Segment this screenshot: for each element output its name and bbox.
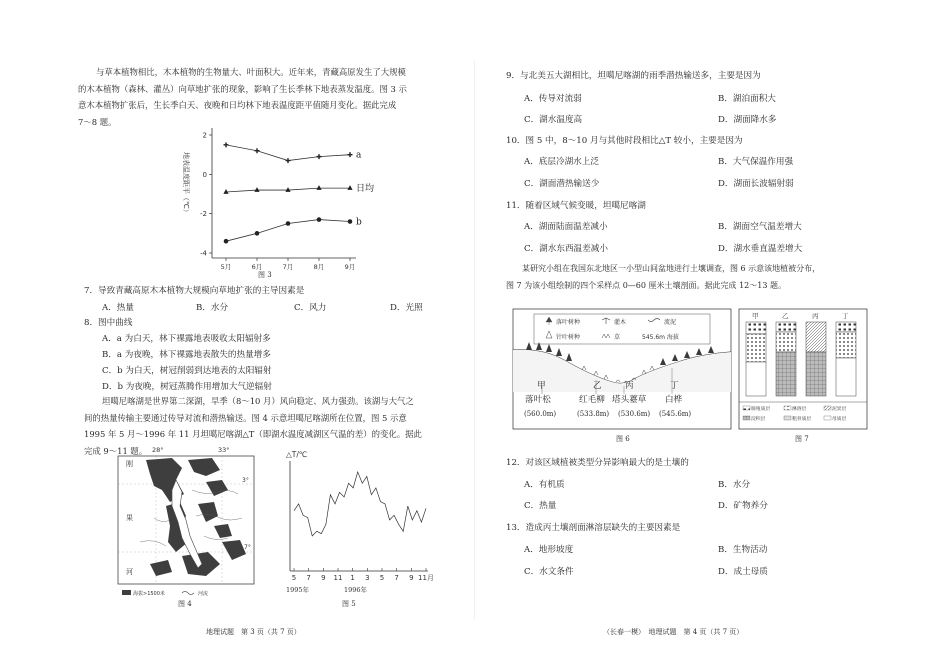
fig7-column-jia [746, 322, 766, 396]
q10-option[interactable]: A．底层冷湖水上泛 [524, 157, 599, 167]
fig7-column-label: 丙 [812, 312, 819, 320]
fig3-point [286, 221, 291, 226]
intro-passage: 与草本植物相比，木本植物的生物量大、叶面积大。近年来，青藏高原发生了大规模 的木本植物（森林、灌丛）向草地扩张的现象，影响了生长季林下地表蒸发温度。图 3 示 意木本植物扩张后，生长季白天、夜晚和日均林下地表温度距平值随月变化。据此完成 7～8 题。 [78, 67, 407, 127]
fig3-y-tick-label: -4 [200, 249, 207, 258]
fig6-point-name: 丙 [625, 381, 634, 391]
fig7-column-label: 甲 [752, 312, 759, 320]
q10-option[interactable]: B．大气保温作用强 [718, 157, 794, 167]
fig7-column-label: 丁 [842, 312, 849, 320]
q10-stem: 10．图 5 中，8～10 月与其他时段相比△T 较小，主要是因为 [506, 136, 743, 146]
fig3-x-tick-label: 8月 [313, 263, 325, 271]
fig3-line-chart [170, 118, 375, 271]
fig4-country-label: 果 [126, 514, 133, 522]
fig3-point [254, 187, 259, 192]
fig6-point-veg: 塔头薹草 [612, 395, 647, 405]
fig4-legend-highland: 海拔>1500米 [133, 591, 165, 597]
q7-option[interactable]: B．水分 [196, 303, 229, 313]
fig3-point [224, 239, 229, 244]
fig3-series-label: a [356, 150, 362, 161]
q7-option[interactable]: C．风力 [294, 303, 327, 313]
fig6-point-name: 甲 [537, 381, 546, 391]
q9-option[interactable]: A．传导对流弱 [524, 94, 582, 104]
q13-option[interactable]: C．水文条件 [524, 567, 574, 577]
q7-option[interactable]: D．光照 [390, 303, 423, 313]
q9-option[interactable]: B．湖泊面积大 [718, 94, 776, 104]
fig4-legend-river: 河流 [198, 591, 209, 597]
fig3-y-tick-label: -2 [200, 210, 207, 219]
svg-text:淋溶层: 淋溶层 [792, 407, 807, 412]
fig7-column-bing [806, 322, 826, 396]
q11-stem: 11．随着区域气候变暖，坦噶尼喀湖 [506, 201, 646, 211]
fig5-year-label: 1995年 [286, 586, 310, 594]
q7-option[interactable]: A．热量 [102, 303, 134, 313]
svg-text:落叶树种: 落叶树种 [556, 319, 581, 326]
fig6-point-elev: (560.0m) [524, 410, 557, 418]
q12-option[interactable]: A．有机质 [524, 480, 565, 490]
fig3-x-tick-label: 6月 [251, 263, 263, 271]
fig7-soil-profiles [738, 308, 868, 430]
q8-option[interactable]: C．b 为白天，树冠削弱到达地表的太阳辐射 [102, 366, 272, 376]
fig5-x-tick-label: 9 [321, 574, 326, 582]
svg-text:流泥: 流泥 [664, 319, 677, 326]
fig3-x-tick-label: 7月 [282, 263, 294, 271]
fig5-x-tick-label: 5 [379, 574, 385, 582]
q13-option[interactable]: A．地形坡度 [524, 545, 574, 555]
fig3-point [317, 217, 322, 222]
fig5-x-tick-label: 5 [291, 574, 297, 582]
q11-option[interactable]: D．湖水垂直温差增大 [718, 244, 803, 254]
svg-text:泥炭层: 泥炭层 [832, 407, 847, 412]
fig6-point-elev: (545.6m) [659, 410, 692, 418]
fig5-x-tick-label: 3 [365, 574, 370, 582]
tanganyika-passage: 坦噶尼喀湖是世界第二深湖，旱季（8～10 月）风向稳定、风力强劲。该湖与大气之 间的热量传输主要通过传导对流和潜热输送。图 4 示意坦噶尼喀湖所在位置，图 5 示意 1995 年 5 月～1996 年 11 月坦噶尼喀湖△T（即湖水温度减湖区气温的差）的变化。据此 完成 9～11 题。 [84, 396, 422, 456]
q11-option[interactable]: A．湖面陆面温差减小 [524, 222, 608, 232]
fig5-x-tick-label: 7 [306, 574, 311, 582]
fig3-point [316, 185, 321, 190]
fig4-lat-label: 3° [242, 477, 249, 484]
fig3-ylabel: 地表温度距平（℃） [182, 152, 190, 216]
fig3-series-label: 日均 [356, 184, 375, 195]
q13-stem: 13．造成丙土壤剖面淋溶层缺失的主要因素是 [506, 523, 681, 533]
right-footer: （长春一模） 地理试题 第 4 页（共 7 页） [603, 628, 744, 636]
fig6-caption: 图 6 [616, 435, 630, 443]
q9-stem: 9．与北美五大湖相比，坦噶尼喀湖的雨季潜热输送多，主要是因为 [506, 71, 761, 81]
fig4-lon-label: 33° [218, 446, 230, 454]
svg-text:针叶树种: 针叶树种 [556, 334, 581, 341]
q13-option[interactable]: D．成土母质 [718, 567, 768, 577]
fig6-point-elev: (530.6m) [618, 410, 651, 418]
fig5-x-tick-label: 11 [333, 574, 343, 582]
fig3-x-tick-label: 9月 [344, 263, 356, 271]
fig7-caption: 图 7 [795, 435, 809, 443]
fig3-point [347, 185, 352, 190]
fig4-lat-label: 7° [244, 544, 251, 551]
svg-text:淀积层: 淀积层 [751, 417, 766, 422]
page-divider [474, 60, 475, 620]
svg-text:腐殖质层: 腐殖质层 [751, 407, 771, 412]
fig3-point [317, 154, 322, 159]
fig3-point [255, 231, 260, 236]
fig3-caption: 图 3 [258, 271, 272, 279]
svg-text:草: 草 [614, 334, 621, 341]
q10-option[interactable]: D．湖面长波辐射弱 [718, 179, 794, 189]
q12-option[interactable]: D．矿物养分 [718, 501, 768, 511]
fig6-point-elev: (533.8m) [577, 410, 610, 418]
fig4-caption: 图 4 [178, 600, 192, 608]
fig6-point-veg: 白桦 [665, 395, 683, 405]
q12-stem: 12．对该区域植被类型分异影响最大的是土壤的 [506, 458, 689, 468]
q11-option[interactable]: B．湖面空气温差增大 [718, 222, 802, 232]
left-footer: 地理试题 第 3 页（共 7 页） [206, 628, 301, 636]
fig5-x-tick-label: 9 [409, 574, 414, 582]
svg-text:灌木: 灌木 [614, 319, 627, 326]
fig7-column-yi [776, 322, 796, 396]
fig5-ylabel: △T/℃ [286, 450, 308, 459]
q12-option[interactable]: B．水分 [718, 480, 751, 490]
fig5-line-chart [270, 449, 442, 599]
fig7-column-label: 乙 [782, 312, 789, 320]
q8-option[interactable]: A．a 为白天，林下裸露地表吸收太阳辐射多 [102, 334, 271, 344]
fig5-series-line [294, 472, 426, 536]
fig5-caption: 图 5 [342, 600, 356, 608]
q8-option[interactable]: B．a 为夜晚，林下裸露地表散失的热量增多 [102, 350, 271, 360]
q9-option[interactable]: C．湖水温度高 [524, 115, 583, 125]
fig6-point-veg: 红毛柳 [579, 395, 605, 405]
fig3-y-tick-label: 2 [202, 131, 207, 140]
q13-option[interactable]: B．生物活动 [718, 545, 768, 555]
fig3-point [223, 189, 228, 194]
q7-stem: 7．导致青藏高原木本植物大规模向草地扩张的主导因素是 [84, 286, 305, 296]
fig3-point [255, 148, 260, 153]
fig4-lon-label: 28° [152, 446, 164, 454]
fig5-x-tick-label: 1 [350, 574, 355, 582]
fig3-point [224, 142, 229, 147]
q9-option[interactable]: D．湖面降水多 [718, 115, 777, 125]
fig4-country-label: 刚 [126, 460, 133, 468]
fig3-y-tick-label: 0 [202, 170, 207, 179]
fig7-column-ding [836, 322, 856, 396]
q8-stem: 8．图中曲线 [84, 318, 133, 328]
fig3-point [285, 187, 290, 192]
fig5-x-tick-label: 11月 [418, 574, 434, 582]
svg-text:母质层: 母质层 [832, 417, 847, 422]
fig6-point-name: 丁 [670, 381, 679, 391]
fig5-year-label: 1996年 [344, 586, 368, 594]
q10-option[interactable]: C．湖面潜热输送少 [524, 179, 600, 189]
fig3-point [348, 152, 353, 157]
svg-text:545.6m 海拔: 545.6m 海拔 [642, 334, 679, 341]
q11-option[interactable]: C．湖水东西温差减小 [524, 244, 608, 254]
fig5-x-tick-label: 7 [394, 574, 399, 582]
fig3-point [286, 158, 291, 163]
svg-text:粗骨质层: 粗骨质层 [792, 417, 812, 422]
fig4-map [110, 446, 260, 606]
fig4-country-label: 河 [126, 568, 133, 576]
fig3-series-label: b [356, 217, 362, 228]
fig3-x-tick-label: 5月 [220, 263, 232, 271]
fig3-point [348, 219, 353, 224]
fig6-point-name: 乙 [593, 381, 602, 391]
fig6-point-veg: 落叶松 [525, 395, 551, 405]
soil-passage: 某研究小组在我国东北地区一小型山间盆地进行土壤调查，图 6 示意该地植被分布， 图 7 为该小组绘制的四个采样点 0—60 厘米土壤剖面。据此完成 12～13 题。 [506, 264, 821, 290]
q12-option[interactable]: C．热量 [524, 501, 557, 511]
q8-option[interactable]: D．b 为夜晚，树冠蒸腾作用增加大气逆辐射 [102, 382, 272, 392]
